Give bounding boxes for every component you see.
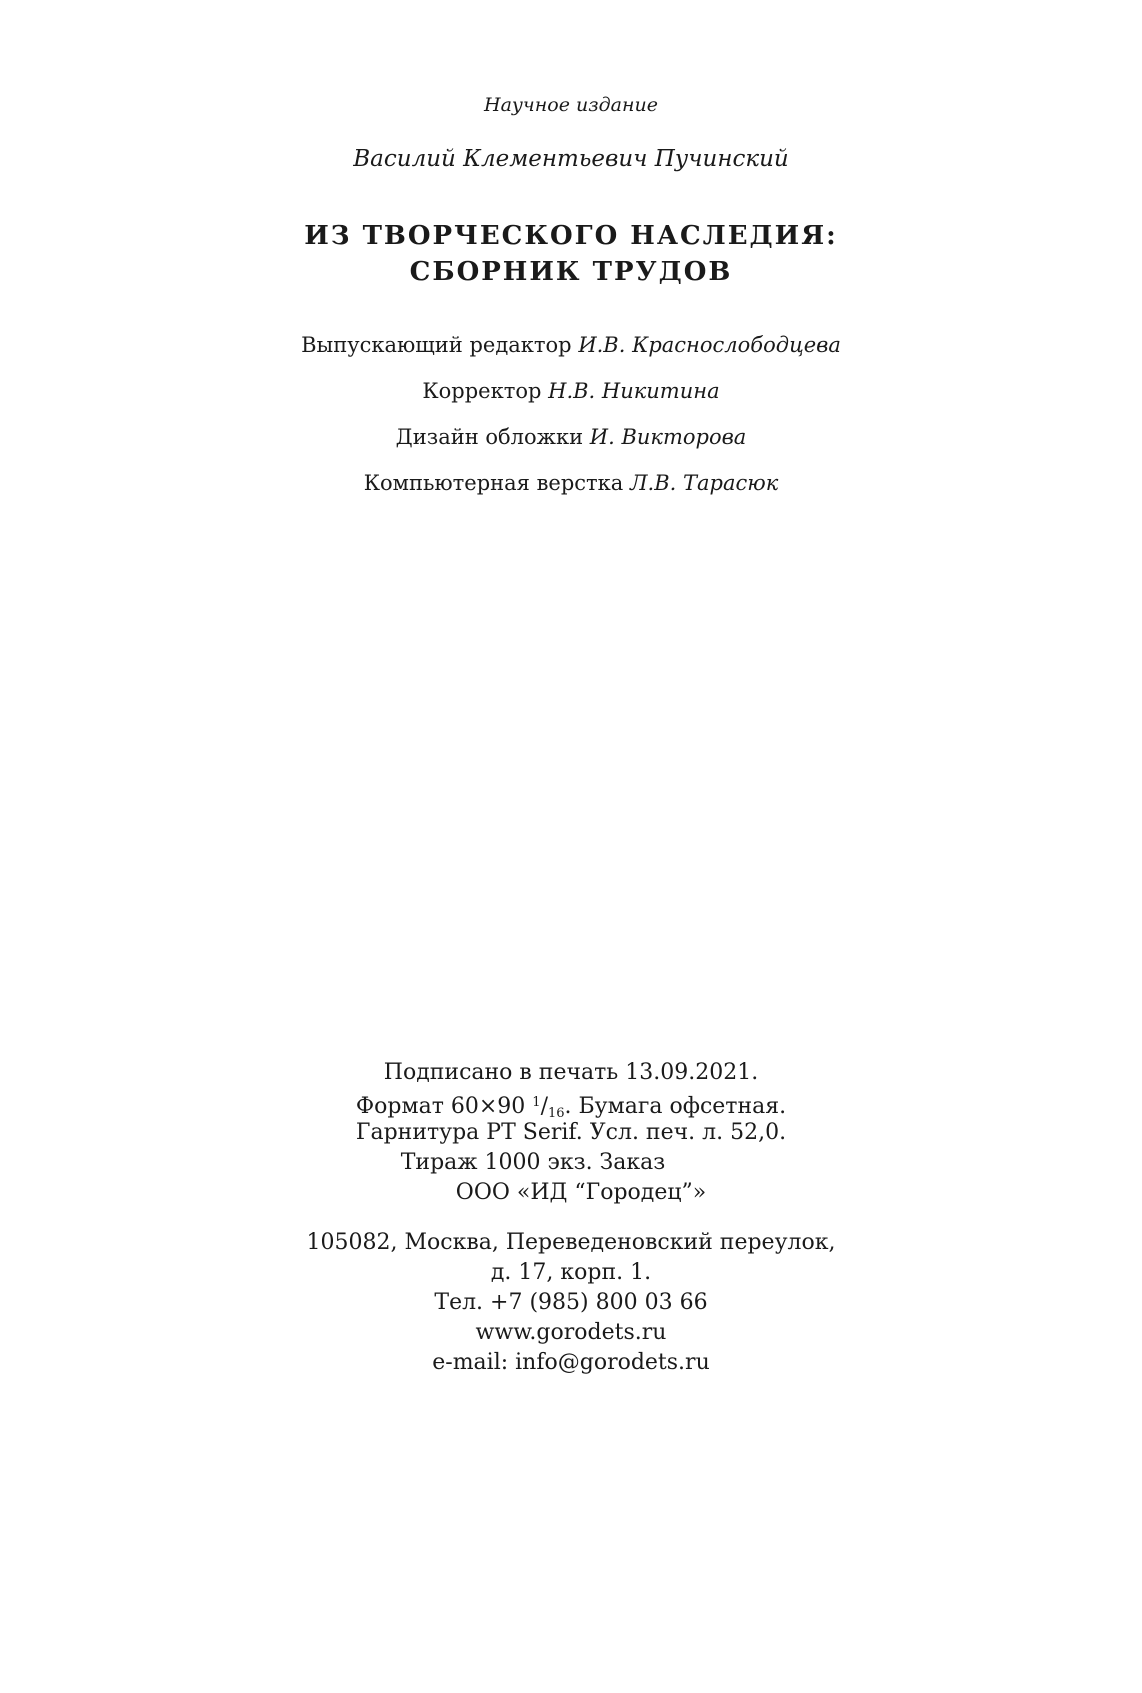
credit-person: И. Викторова <box>589 425 747 449</box>
imprint-format-suffix: . Бумага офсетная. <box>564 1094 787 1119</box>
address-email: e-mail: info@gorodets.ru <box>432 1350 710 1375</box>
credit-layout <box>0 471 1142 495</box>
book-title-line-1: ИЗ ТВОРЧЕСКОГО НАСЛЕДИЯ: <box>304 221 838 251</box>
credit-role: Выпускающий редактор <box>301 333 572 357</box>
credit-cover-design <box>0 425 1142 449</box>
author-name: Василий Клементьевич Пучинский <box>353 146 789 172</box>
address-phone: Тел. +7 (985) 800 03 66 <box>434 1290 708 1315</box>
credit-person: И.В. Краснослободцева <box>578 333 841 357</box>
imprint-publisher: ООО «ИД “Городец”» <box>455 1180 707 1205</box>
address-line-2: д. 17, корп. 1. <box>490 1260 652 1285</box>
imprint-signed-date: Подписано в печать 13.09.2021. <box>383 1060 759 1085</box>
address-line-1: 105082, Москва, Переведеновский переулок, <box>306 1230 836 1255</box>
credit-person: Н.В. Никитина <box>548 379 720 403</box>
imprint-format: Формат 60×90 $^1/_{16}$. Бумага офсетная. <box>355 1094 787 1121</box>
imprint-typeface: Гарнитура PT Serif. Усл. печ. л. 52,0. <box>355 1120 787 1145</box>
imprint-format-prefix: Формат 60×90 <box>355 1094 533 1119</box>
book-title <box>0 218 1142 290</box>
credit-role: Корректор <box>422 379 542 403</box>
credit-proofreader <box>0 379 1142 403</box>
edition-type: Научное издание <box>484 94 658 116</box>
book-title-line-2: СБОРНИК ТРУДОВ <box>409 257 733 287</box>
imprint-format-numerator: 1 <box>532 1095 541 1110</box>
imprint-print-run: Тираж 1000 экз. Заказ <box>400 1150 666 1175</box>
credit-role: Дизайн обложки <box>395 425 584 449</box>
credit-managing-editor <box>0 333 1142 357</box>
imprint-format-denominator: 16 <box>547 1106 565 1121</box>
credit-person: Л.В. Тарасюк <box>630 471 779 495</box>
address-website: www.gorodets.ru <box>475 1320 667 1345</box>
credit-role: Компьютерная верстка <box>363 471 624 495</box>
